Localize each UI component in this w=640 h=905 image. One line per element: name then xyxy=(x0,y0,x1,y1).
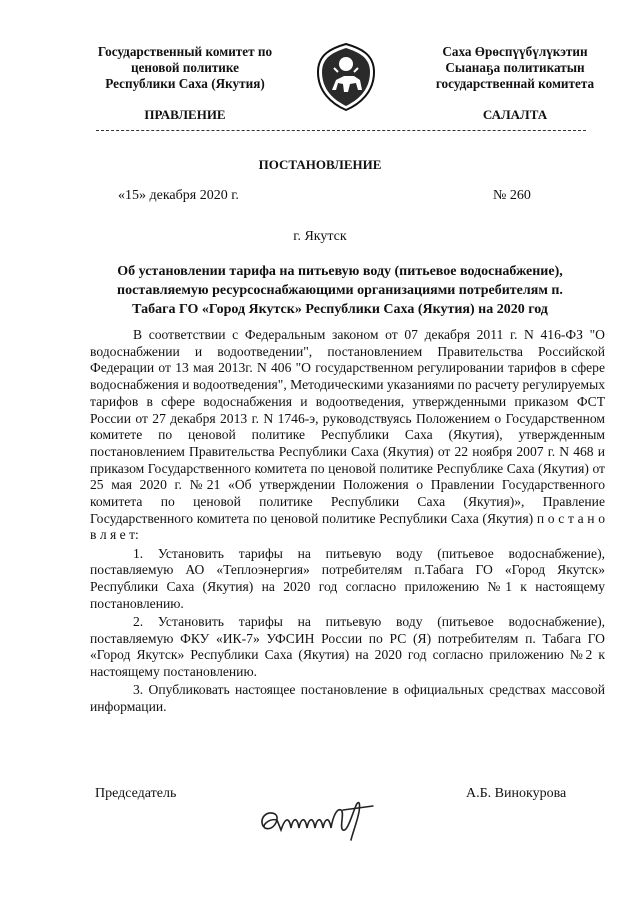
body-paragraph-item-1: 1. Установить тарифы на питьевую воду (питьевое водоснабжение), поставляемую АО «Теплоэнергия» потребителям п.Табага ГО «Город Якутск» Республики Саха (Якутия) на 2020 год согласно приложению №1 к настоящему постановлению. xyxy=(90,545,605,611)
header-left-line: ценовой политике xyxy=(130,60,240,75)
header-right-line: Сыанаҕа политикатын xyxy=(445,60,585,75)
header-right-line: государственнай комитета xyxy=(435,76,595,91)
body-paragraph-item-3: 3. Опубликовать настоящее постановление в официальных средствах массовой информации. xyxy=(90,682,605,714)
document-body xyxy=(90,327,605,717)
header-left-line: Государственный комитет по xyxy=(97,44,273,59)
sakha-coat-of-arms-icon xyxy=(314,42,378,112)
header-agency-name-ru xyxy=(60,44,310,92)
document-title xyxy=(80,262,600,319)
document-type: ПОСТАНОВЛЕНИЕ xyxy=(258,157,382,172)
header-right-line: Саха Өрөспүүбүлүкэтин xyxy=(442,44,588,59)
handwritten-signature xyxy=(255,788,385,848)
body-paragraph-item-2: 2. Установить тарифы на питьевую воду (питьевое водоснабжение), поставляемую ФКУ «ИК-7» УФСИН России по РС (Я) потребителям п. Табага ГО «Город Якутск» Республики Саха (Якутия) на 2020 год согласно приложению №2 к настоящему постановлению. xyxy=(90,613,605,680)
document-title-line: Об установлении тарифа на питьевую воду (питьевое водоснабжение), xyxy=(117,264,563,279)
signatory-role: Председатель xyxy=(95,786,177,801)
body-paragraph-preamble: В соответствии с Федеральным законом от 07 декабря 2011 г. N 416-ФЗ "О водоснабжении и водоотведении", постановлением Правительства Российской Федерации от 13 мая 2013г. N 406 "О государственном регулировании тарифов в сфере водоснабжения и водоотведения", Методическими указаниями по расчету регулируемых тарифов в сфере водоснабжения и водоотведения, утвержденными приказом ФСТ России от 27 декабря 2013 г. N 1746-э, руководствуясь Положением о Государственном комитете по ценовой политике Республики Саха (Якутия), утвержденным постановлением Правительства Республики Саха (Якутия) от 22 ноября 2007 г. N 468 и приказом Государственного комитета по ценовой политике Республике Саха (Якутия) от 25 мая 2020 г. №21 «Об утверждении Положения о Правлении Государственного комитета по ценовой политике Республики Саха (Якутия)», Правление Государственного комитета по ценовой политике Республики Саха (Якутия) п о с т а н о в л я е т: xyxy=(90,327,605,543)
header-right-subtitle: САЛАЛТА xyxy=(482,107,548,122)
document-date: «15» декабря 2020 г. xyxy=(118,188,239,203)
header-left-line: Республики Саха (Якутия) xyxy=(105,76,265,91)
header-agency-name-sakha xyxy=(395,44,635,92)
signatory-name: А.Б. Винокурова xyxy=(466,786,567,801)
document-title-line: поставляемую ресурсоснабжающими организациями потребителям п. xyxy=(117,283,563,298)
header-divider xyxy=(96,130,586,131)
document-number: № 260 xyxy=(493,188,531,203)
header-left-subtitle: ПРАВЛЕНИЕ xyxy=(144,107,226,122)
document-city: г. Якутск xyxy=(293,229,347,244)
document-title-line: Табага ГО «Город Якутск» Республики Саха (Якутия) на 2020 год xyxy=(132,302,548,317)
